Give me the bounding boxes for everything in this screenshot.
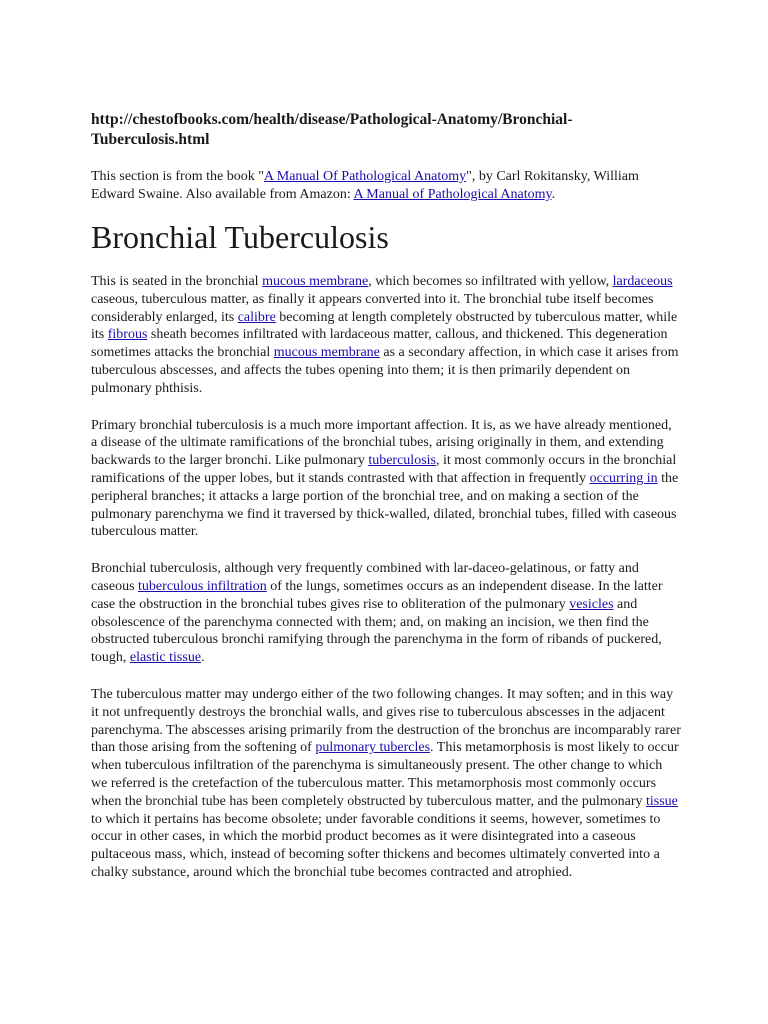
paragraph-text: becoming at length completely obstructed by tuberculous matter, while its	[91, 309, 678, 343]
inline-term-link[interactable]: lardaceous	[612, 274, 673, 289]
inline-term-link[interactable]: elastic tissue	[129, 650, 202, 666]
article-body	[91, 273, 681, 882]
paragraph-text: caseous, tuberculous matter, as finally it appears converted into it. The bronchial tube itself becomes considerably enlarged, its	[91, 291, 654, 325]
inline-term-link[interactable]: pulmonary tubercles	[315, 740, 431, 756]
paragraph-text: , it most commonly occurs in the bronchial ramifications of the upper lobes, but it stands contrasted with that affection in frequently	[91, 453, 677, 486]
paragraph-text: sheath becomes infiltrated with lardaceous matter, callous, and thickened. This degeneration sometimes attacks the bronchial	[91, 327, 668, 361]
inline-term-link[interactable]: tuberculosis	[368, 453, 436, 469]
article-paragraph	[91, 686, 681, 882]
paragraph-text: Primary bronchial tuberculosis is a much more important affection. It is, as we have already mentioned, a disease of the ultimate ramifications of the bronchial tubes, arising originally in them, and extending backwards to the larger bronchi. Like pulmonary	[91, 417, 672, 469]
article-paragraph	[91, 273, 681, 398]
book-link[interactable]: A Manual Of Pathological Anatomy	[263, 169, 467, 184]
inline-term-link[interactable]: calibre	[237, 309, 276, 325]
source-middle: ", by Carl Rokitansky, William Edward Swaine. Also available from Amazon:	[91, 169, 639, 202]
inline-term-link[interactable]: tuberculous infiltration	[138, 578, 267, 594]
paragraph-text: the peripheral branches; it attacks a large portion of the bronchial tree, and on making a section of the pulmonary parenchyma we find it traversed by thick-walled, dilated, bronchial tubes, filled with caseous tuberculous matter.	[91, 470, 679, 540]
paragraph-text: . This metamorphosis is most likely to occur when tuberculous infiltration of the parenchyma is simultaneously present. The other change to which we referred is the cretefaction of the tuberculous matter. This metamorphosis most commonly occurs when the bronchial tube has been completely obstructed by tuberculous matter, and the pulmonary	[91, 740, 679, 809]
amazon-book-link[interactable]: A Manual of Pathological Anatomy	[353, 187, 552, 202]
document-page	[91, 110, 681, 901]
inline-term-link[interactable]: occurring in	[589, 470, 658, 486]
paragraph-text: of the lungs, sometimes occurs as an independent disease. In the latter case the obstruction in the bronchial tubes gives rise to obliteration of the pulmonary	[91, 578, 663, 612]
paragraph-text: This is seated in the bronchial	[91, 274, 263, 289]
paragraph-text: .	[201, 650, 205, 666]
paragraph-text: , which becomes so infiltrated with yellow,	[368, 274, 613, 289]
inline-term-link[interactable]: fibrous	[107, 327, 148, 343]
source-url-line: http://chestofbooks.com/health/disease/Pathological-Anatomy/Bronchial-Tuberculosis.html	[91, 111, 573, 148]
paragraph-text: Bronchial tuberculosis, although very frequently combined with lar-daceo-gelatinous, or fatty and caseous	[91, 561, 639, 594]
paragraph-text: The tuberculous matter may undergo either of the two following changes. It may soften; and in this way it not unfrequently destroys the bronchial walls, and gives rise to tuberculous abscesses in the adjacent parenchyma. The abscesses arising primarily from the destruction of the bronchus are incomparably rarer than those arising from the softening of	[91, 686, 681, 756]
paragraph-text: and obsolescence of the parenchyma connected with them; and, on making an incision, we then find the obstructed tuberculous bronchi ramifying through the parenchyma in the form of ribands of puckered, tough,	[91, 596, 662, 666]
paragraph-text: to which it pertains has become obsolete; under favorable conditions it seems, however, sometimes to occur in other cases, in which the morbid product becomes as it were disintegrated into a caseous pultaceous mass, which, instead of becoming softer thickens and becomes ultimately converted into a chalky substance, around which the bronchial tube becomes contracted and atrophied.	[91, 811, 661, 880]
page-title: Bronchial Tuberculosis	[91, 219, 389, 255]
source-prefix: This section is from the book "	[91, 169, 264, 184]
paragraph-text: as a secondary affection, in which case it arises from tuberculous abscesses, and affects the tubes opening into them; it is then primarily dependent on pulmonary phthisis.	[91, 345, 679, 396]
inline-term-link[interactable]: mucous membrane	[273, 345, 380, 361]
inline-term-link[interactable]: tissue	[646, 793, 678, 809]
inline-term-link[interactable]: mucous membrane	[262, 274, 369, 289]
article-paragraph	[91, 417, 681, 542]
source-suffix: .	[551, 187, 556, 202]
source-attribution	[91, 168, 681, 204]
inline-term-link[interactable]: vesicles	[569, 596, 614, 612]
article-paragraph	[91, 560, 681, 667]
